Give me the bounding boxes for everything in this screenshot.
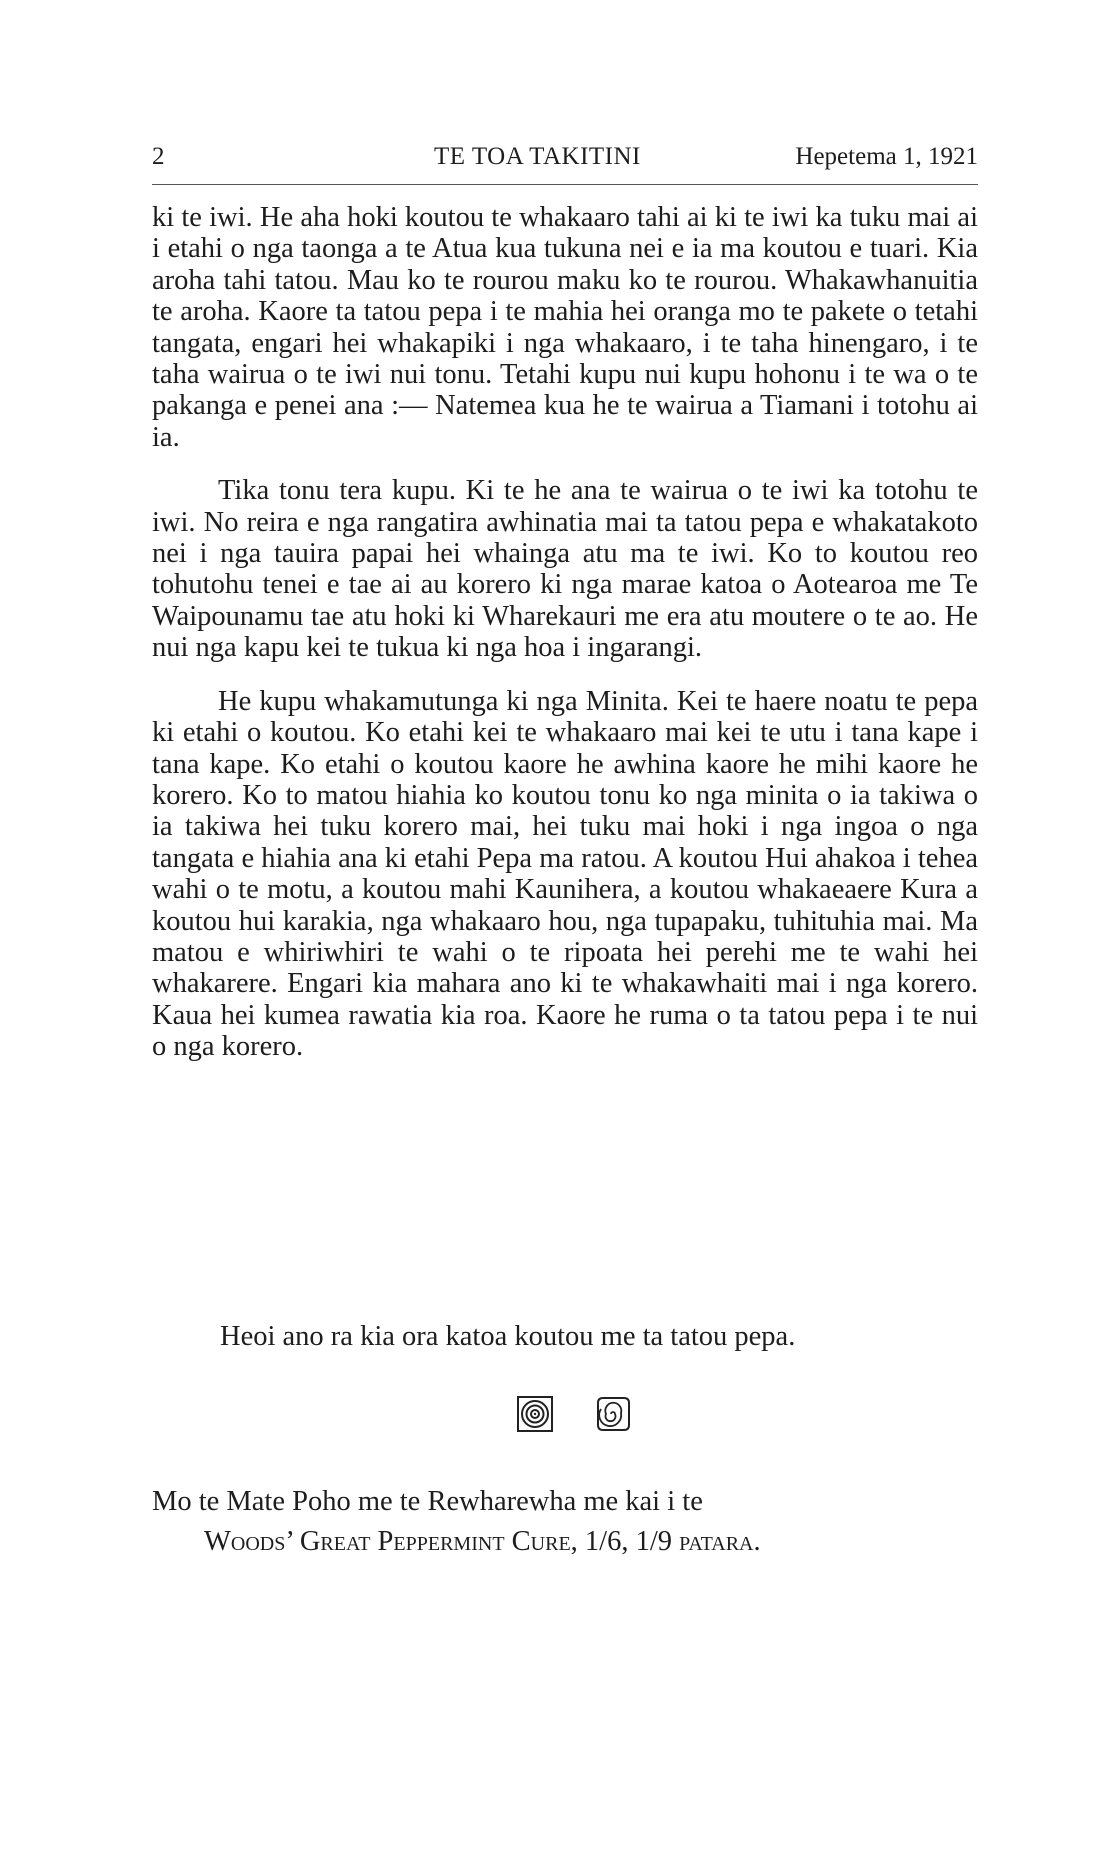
- header-rule: [152, 184, 978, 185]
- paragraph: ki te iwi. He aha hoki koutou te whakaaro tahi ai ki te iwi ka tuku mai ai i etahi o nga taonga a te Atua kua tukuna nei e ia ma koutou e tuari. Kia aroha tahi tatou. Mau ko te rourou maku ko te rourou. Whakawhanuitia te aroha. Kaore ta tatou pepa i te mahia hei oranga mo te pakete o tetahi tangata, engari hei whakapiki i nga whakaaro, i te taha hinengaro, i te taha wairua o te iwi nui tonu. Tetahi kupu nui kupu hohonu i te wa o te pakanga e penei ana :— Natemea kua he te wairua a Tiamani i totohu ai ia.: [152, 202, 978, 453]
- paragraph: He kupu whakamutunga ki nga Minita. Kei te haere noatu te pepa ki etahi o koutou. Ko etahi kei te whakaaro mai kei te utu i tana kape i tana kape. Ko etahi o koutou kaore he awhina kaore he mihi kaore he korero. Ko to matou hiahia ko koutou tonu ko nga minita o ia takiwa o ia takiwa hei tuku korero mai, hei tuku mai hoki i nga ingoa o nga tangata e hiahia ana ki etahi Pepa ma ratou. A koutou Hui ahakoa i tehea wahi o te motu, a koutou mahi Kaunihera, a koutou whakaeaere Kura a koutou hui karakia, nga whakaaro hou, nga tupapaku, tuhituhia mai. Ma matou e whiriwhiri te wahi o te ripoata hei perehi me te wahi hei whakarere. Engari kia mahara ano ki te whakawhaiti mai i nga korero. Kaua hei kumea rawatia kia roa. Kaore he ruma o ta tatou pepa i te nui o nga korero.: [152, 685, 978, 1063]
- advertisement: [152, 1482, 978, 1562]
- page-number: 2: [152, 143, 165, 170]
- article-body: [152, 202, 978, 1063]
- advert-line-2: Woods’ Great Peppermint Cure, 1/6, 1/9 patara.: [204, 1526, 761, 1557]
- advert-line-1: Mo te Mate Poho me te Rewharewha me kai i te: [152, 1486, 703, 1517]
- paragraph: Tika tonu tera kupu. Ki te he ana te wairua o te iwi ka totohu te iwi. No reira e nga rangatira awhinatia mai ta tatou pepa e whakatakoto nei i nga tauira papai hei whainga atu ma te iwi. Ko to koutou reo tohutohu tenei e tae ai au korero ki nga marae katoa o Aotearoa me Te Waipounamu tae atu hoki ki Wharekauri me era atu moutere o te ao. He nui nga kapu kei te tukua ki nga hoa i ingarangi.: [152, 475, 978, 664]
- section-ornaments: [516, 1395, 636, 1435]
- spiral-ornament-icon: [594, 1395, 632, 1433]
- issue-date: Hepetema 1, 1921: [795, 143, 978, 170]
- page-header: [152, 140, 978, 174]
- journal-title: TE TOA TAKITINI: [434, 143, 641, 170]
- concentric-ornament-icon: [516, 1395, 554, 1433]
- closing-line: Heoi ano ra kia ora katoa koutou me ta tatou pepa.: [220, 1321, 796, 1352]
